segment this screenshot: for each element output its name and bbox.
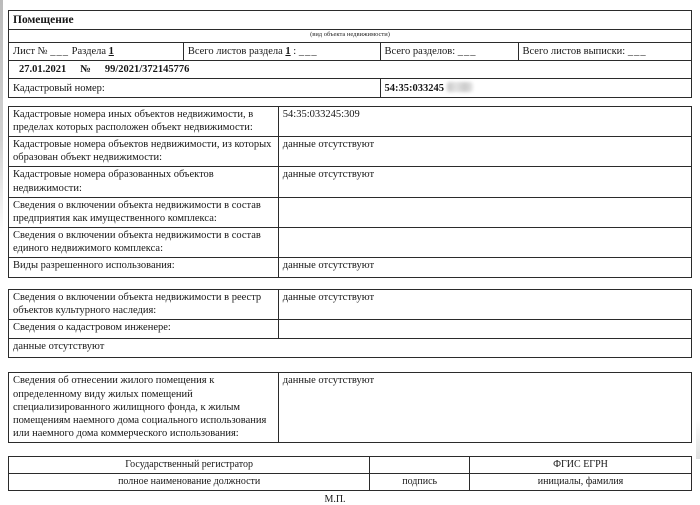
total-sheets-value: 1 [285,45,291,57]
row-value [278,320,691,339]
document-number: 99/2021/372145776 [104,63,190,75]
stamp-place-label: М.П. [324,494,346,505]
table-row [9,258,692,278]
position-caption: полное наименование должности [9,474,370,491]
row-value [278,197,691,227]
page-title: Помещение [9,11,692,30]
title-row [9,11,692,30]
cadastral-number-row [9,78,692,97]
signature-space [370,457,470,474]
document-number-row [9,60,692,78]
table-row [9,320,692,339]
total-sheets-blank: ___ [298,45,318,57]
row-value [278,227,691,257]
total-sheets-colon: : [293,45,297,57]
table-row [9,106,692,136]
culture-heritage-table [8,289,692,358]
signature-caption: подпись [370,474,470,491]
header-table [8,10,692,98]
row-label: Сведения о включении объекта недвижимости в состав единого недвижимого комплекса: [9,227,279,257]
total-sections-cell [380,42,518,60]
row-label: Сведения о включении объекта недвижимости в реестр объектов культурного наследия: [9,290,279,320]
row-value: данные отсутствуют [278,167,691,197]
section-value: 1 [108,45,114,57]
row-full-value: данные отсутствуют [9,339,692,358]
signature-header-row [9,457,692,474]
row-value: 54:35:033245:309 [278,106,691,136]
row-label: Сведения о кадастровом инженере: [9,320,279,339]
signature-caption-row [9,474,692,491]
row-label: Виды разрешенного использования: [9,258,279,278]
total-sheets-label: Всего листов раздела [187,45,283,57]
object-kind-row [9,30,692,42]
row-value: данные отсутствуют [278,137,691,167]
sheet-number-cell [9,42,184,60]
table-row [9,290,692,320]
row-value: данные отсутствуют [278,258,691,278]
total-sections-label: Всего разделов: [384,45,456,57]
row-value: данные отсутствуют [278,290,691,320]
row-label: Кадастровые номера иных объектов недвижимости, в пределах которых расположен объект недвижимости: [9,106,279,136]
row-label: Сведения о включении объекта недвижимости в состав предприятия как имущественного комплекса: [9,197,279,227]
row-value: данные отсутствуют [278,373,691,443]
total-extract-label: Всего листов выписки: [522,45,626,57]
total-extract-sheets-cell [518,42,692,60]
table-row [9,339,692,358]
table-row [9,167,692,197]
fgis-egrn-title: ФГИС ЕГРН [470,457,692,474]
cadastral-number-value [380,78,691,97]
cadastral-number-text: 54:35:033245 [384,82,445,94]
housing-fund-table [8,372,692,443]
name-caption: инициалы, фамилия [470,474,692,491]
redacted-digits [447,82,473,92]
document-date: 27.01.2021 [19,63,67,75]
object-kind-caption: (вид объекта недвижимости) [9,30,692,42]
sheet-counts-row [9,42,692,60]
number-sign: № [80,63,91,75]
row-label: Сведения об отнесении жилого помещения к определенному виду жилых помещений специализированного жилищного фонда, к жилым помещениям наемного дома социального использования или наемного дома коммерческого использования: [9,373,279,443]
table-row [9,227,692,257]
table-row [9,373,692,443]
table-row [9,137,692,167]
total-sheets-cell [183,42,380,60]
sheet-blank: ___ [50,45,70,57]
registrar-title: Государственный регистратор [9,457,370,474]
total-extract-blank: ___ [627,45,647,57]
main-attributes-table [8,106,692,278]
table-row [9,197,692,227]
total-sections-blank: ___ [457,45,477,57]
section-label: Раздела [71,45,107,57]
signature-table [8,456,692,491]
cadastral-number-label: Кадастровый номер: [9,78,381,97]
document-number-cell [9,60,692,78]
row-label: Кадастровые номера объектов недвижимости, из которых образован объект недвижимости: [9,137,279,167]
row-label: Кадастровые номера образованных объектов недвижимости: [9,167,279,197]
sheet-label: Лист № [13,45,48,57]
